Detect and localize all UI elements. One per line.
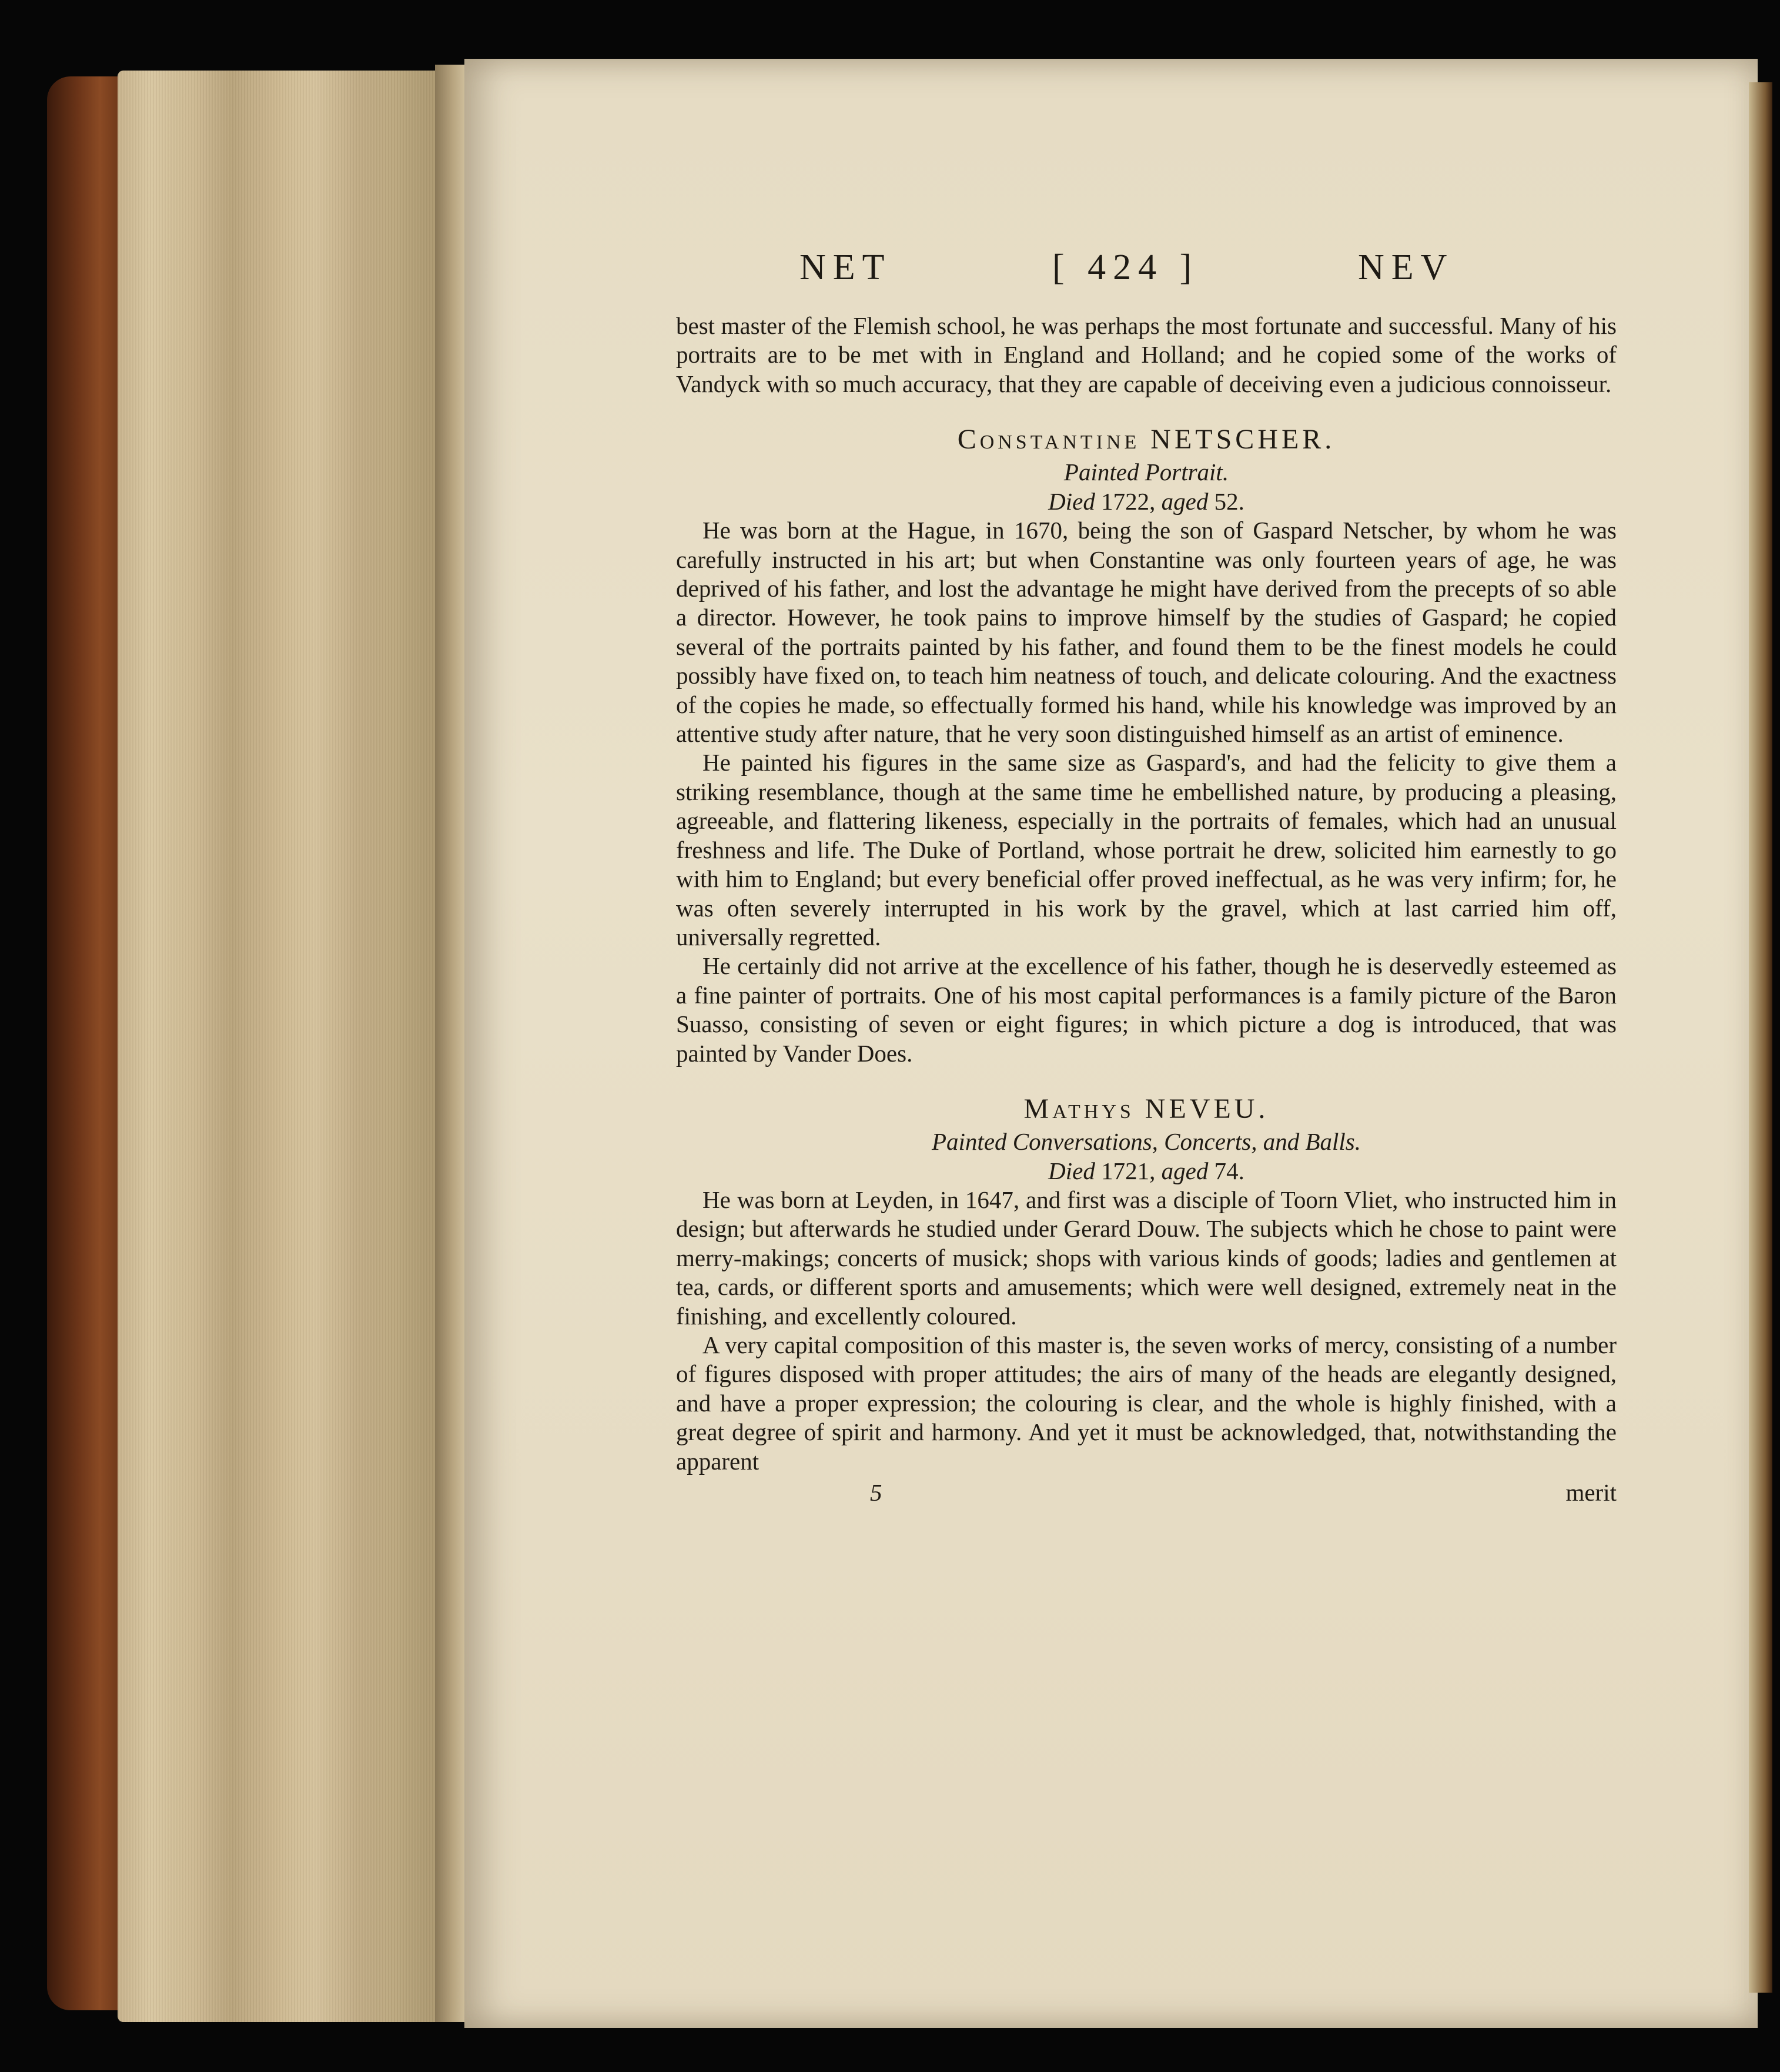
entry-paragraph: He was born at the Hague, in 1670, being the son of Gaspard Netscher, by whom he was carefully instructed in his art; but when Constantine was only fourteen years of age, he was deprived of his father, and lost the advantage he might have derived from the precepts of so able a director. However, he took pains to improve himself by the studies of Gaspard; he copied several of the portraits painted by his father, and found them to be the finest models he could possibly have fixed on, to teach him neatness of touch, and delicate colouring. And the exactness of the copies he made, so effectually formed his hand, while his knowledge was improved by an attentive study after nature, that he very soon distinguished himself as an artist of eminence. xyxy=(676,517,1617,748)
entry-paragraph: He painted his figures in the same size as Gaspard's, and had the felicity to give them a striking resemblance, though at the same time he embellished nature, by producing a pleasing, agreeable, and flattering likeness, especially in the portraits of females, which had an unusual freshness and life. The Duke of Portland, whose portrait he drew, solicited him earnestly to go with him to England; but every beneficial offer proved ineffectual, as he was very infirm; for, he was often severely interrupted in his work by the gravel, which at last carried him off, universally regretted. xyxy=(676,749,1617,950)
right-page-edge xyxy=(1749,82,1772,1993)
running-head xyxy=(776,247,1528,294)
page-edges xyxy=(118,71,447,2022)
entry-subheading: Painted Conversations, Concerts, and Balls. xyxy=(932,1127,1361,1155)
entry-paragraph: He certainly did not arrive at the excellence of his father, though he is deservedly esteemed as a fine painter of portraits. One of his most capital performances is a family picture of the Baron Suasso, consisting of seven or eight figures; in which picture a dog is introduced, that was painted by Vander Does. xyxy=(676,952,1617,1067)
entry-paragraph: He was born at Leyden, in 1647, and first was a disciple of Toorn Vliet, who instructed him in design; but afterwards he studied under Gerard Douw. The subjects which he chose to paint were merry-makings; concerts of musick; shops with various kinds of goods; ladies and gentlemen at tea, cards, or different sports and amusements; which were well designed, extremely neat in the finishing, and excellently coloured. xyxy=(676,1186,1617,1330)
aged-value: 74. xyxy=(1214,1157,1244,1184)
died-year: 1722, xyxy=(1101,488,1156,516)
running-head-right: NEV xyxy=(1358,247,1454,287)
aged-label: aged xyxy=(1161,1157,1209,1184)
signature-mark: 5 xyxy=(870,1479,882,1506)
aged-value: 52. xyxy=(1214,488,1244,516)
entry-heading: Mathys NEVEU. xyxy=(1023,1093,1269,1124)
entry-heading: Constantine NETSCHER. xyxy=(957,424,1336,456)
page-footer xyxy=(676,1478,1617,1508)
page-text xyxy=(676,312,1617,1508)
running-head-left: NET xyxy=(799,247,892,287)
died-year: 1721, xyxy=(1101,1157,1156,1184)
intro-paragraph: best master of the Flemish school, he was perhaps the most fortunate and successful. Many of his portraits are to be met with in England and Holland; and he copied some of the works of Vandyck with so much accuracy, that they are capable of deceiving even a judicious connoisseur. xyxy=(676,312,1617,397)
entry-died-line xyxy=(676,487,1617,516)
entry-subheading: Painted Portrait. xyxy=(1063,458,1229,486)
died-label: Died xyxy=(1048,1157,1095,1184)
aged-label: aged xyxy=(1161,488,1209,516)
page-number: [ 424 ] xyxy=(1052,247,1199,287)
entry-died-line xyxy=(676,1156,1617,1186)
catchword: merit xyxy=(1565,1479,1617,1506)
entry-paragraph: A very capital composition of this master is, the seven works of mercy, consisting of a number of figures disposed with proper attitudes; the airs of many of the heads are elegantly designed, and have a proper expression; the colouring is clear, and the whole is highly finished, with a great degree of spirit and harmony. And yet it must be acknowledged, that, notwithstanding the apparent xyxy=(676,1331,1617,1475)
died-label: Died xyxy=(1048,488,1095,516)
